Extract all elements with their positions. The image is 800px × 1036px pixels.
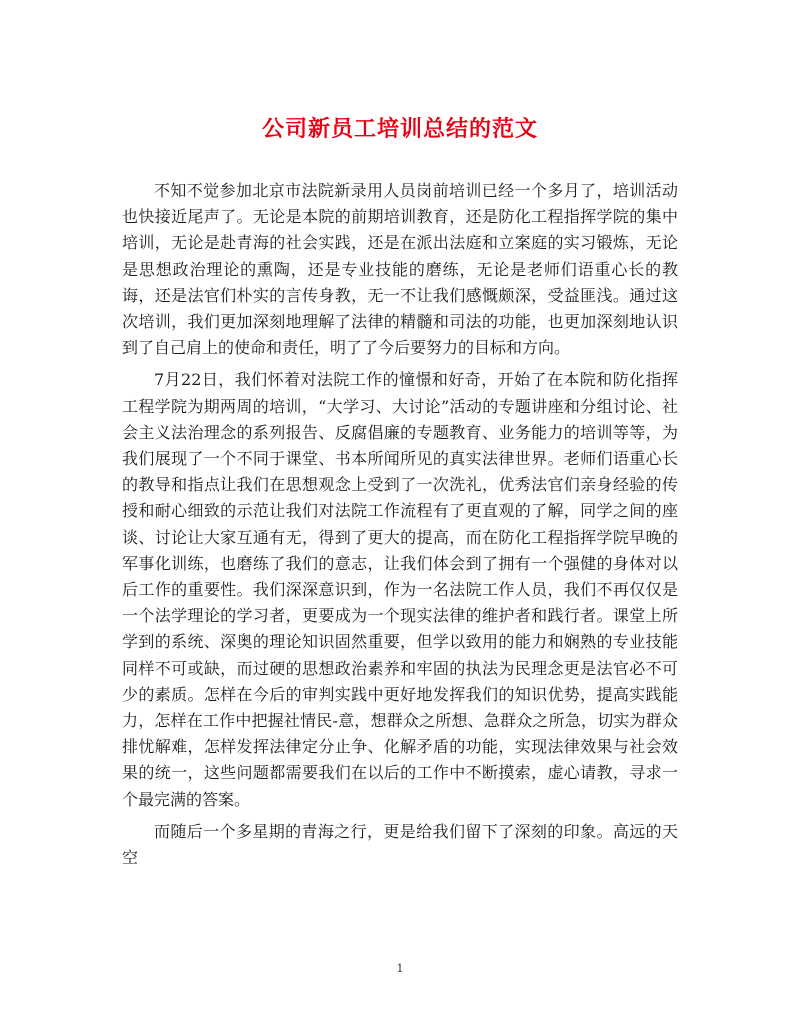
document-title: 公司新员工培训总结的范文 <box>261 116 538 142</box>
paragraph-2: 7月22日，我们怀着对法院工作的憧憬和好奇，开始了在本院和防化指挥工程学院为期两周的培训，“大学习、大讨论”活动的专题讲座和分组讨论、社会主义法治理念的系列报告、反腐倡廉的专题教育、业务能力的培训等等，为我们展现了一个不同于课堂、书本所闻所见的真实法律世界。老师们语重心长的教导和指点让我们在思想观念上受到了一次洗礼，优秀法官们亲身经验的传授和耐心细致的示范让我们对法院工作流程有了更直观的了解，同学之间的座谈、讨论让大家互通有无，得到了更大的提高，而在防化工程指挥学院早晚的军事化训练，也磨练了我们的意志，让我们体会到了拥有一个强健的身体对以后工作的重要性。我们深深意识到，作为一名法院工作人员，我们不再仅仅是一个法学理论的学习者，更要成为一个现实法律的维护者和践行者。课堂上所学到的系统、深奥的理论知识固然重要，但学以致用的能力和娴熟的专业技能同样不可或缺，而过硬的思想政治素养和牢固的执法为民理念更是法官必不可少的素质。怎样在今后的审判实践中更好地发挥我们的知识优势，提高实践能力，怎样在工作中把握社情民-意，想群众之所想、急群众之所急，切实为群众排忧解难，怎样发挥法律定分止争、化解矛盾的功能，实现法律效果与社会效果的统一，这些问题都需要我们在以后的工作中不断摸索，虚心请教，寻求一个最完满的答案。 <box>122 370 678 809</box>
paragraph-3: 而随后一个多星期的青海之行，更是给我们留下了深刻的印象。高远的天空 <box>122 821 678 868</box>
paragraph-1: 不知不觉参加北京市法院新录用人员岗前培训已经一个多月了，培训活动也快接近尾声了。无论是本院的前期培训教育，还是防化工程指挥学院的集中培训，无论是赴青海的社会实践，还是在派出法庭和立案庭的实习锻炼，无论是思想政治理论的熏陶，还是专业技能的磨练，无论是老师们语重心长的教诲，还是法官们朴实的言传身教，无一不让我们感慨颇深，受益匪浅。通过这次培训，我们更加深刻地理解了法律的精髓和司法的功能，也更加深刻地认识到了自己肩上的使命和责任，明了了今后要努力的目标和方向。 <box>122 181 678 358</box>
document-body <box>122 178 678 877</box>
page-number: 1 <box>396 962 404 975</box>
